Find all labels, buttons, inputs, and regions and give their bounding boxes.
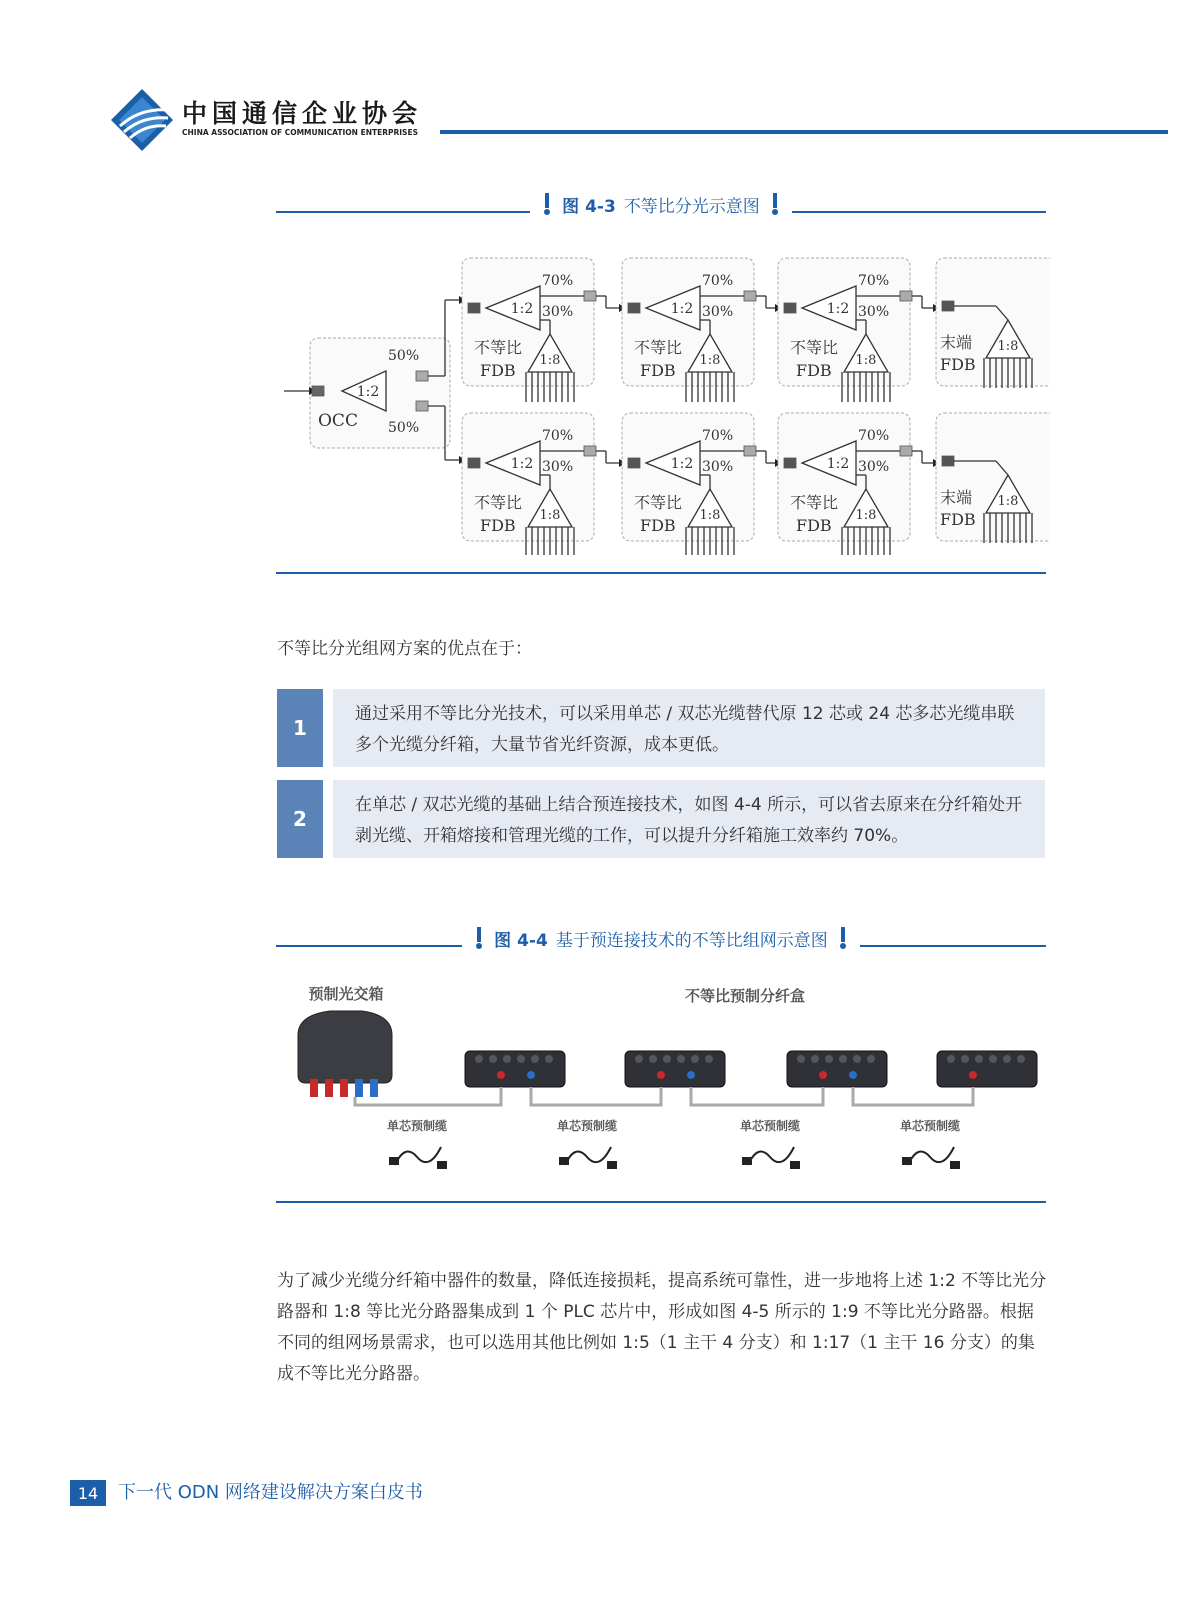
- org-name-en: CHINA ASSOCIATION OF COMMUNICATION ENTERPRISES: [182, 128, 418, 137]
- cable-line: [853, 1087, 973, 1105]
- connector-port: [468, 303, 480, 313]
- figure-4-3-caption: [276, 193, 1046, 215]
- cable-line: [691, 1087, 823, 1105]
- diagram-label: 1:2: [356, 384, 380, 400]
- box-port-icon: [503, 1055, 511, 1063]
- cable-connector-icon: [950, 1161, 960, 1169]
- connector-port: [584, 291, 596, 301]
- box-port-icon: [1003, 1055, 1011, 1063]
- diagram-label: 1:8: [997, 339, 1019, 354]
- figure-title: 基于预连接技术的不等比组网示意图: [555, 930, 828, 951]
- diagram-label: 1:8: [539, 353, 561, 368]
- cable-label: 单芯预制缆: [899, 1119, 961, 1133]
- diagram-label: 30%: [542, 459, 574, 475]
- header-rule: [440, 130, 1168, 134]
- connector-port: [628, 303, 640, 313]
- diagram-label: FDB: [940, 355, 976, 374]
- box-port-icon: [989, 1055, 997, 1063]
- connector-port: [312, 386, 324, 396]
- cable-label: 单芯预制缆: [739, 1119, 801, 1133]
- diagram-label: 30%: [702, 304, 734, 320]
- figure-number: 图 4-4: [494, 930, 548, 951]
- box-port-icon: [975, 1055, 983, 1063]
- box-port-icon: [819, 1071, 827, 1079]
- figure-bottom-rule: [276, 1201, 1046, 1203]
- diagram-label: 1:2: [670, 301, 694, 317]
- diagram-label: 70%: [542, 428, 574, 444]
- box-port-icon: [839, 1055, 847, 1063]
- box-port-icon: [947, 1055, 955, 1063]
- cable-connector-icon: [607, 1161, 617, 1169]
- advantages-intro: 不等比分光组网方案的优点在于：: [277, 639, 532, 659]
- connector-port: [900, 291, 912, 301]
- caption-marker-icon: [768, 193, 782, 215]
- diagram-label: 1:8: [997, 494, 1019, 509]
- diagram-label: 不等比: [634, 338, 683, 357]
- box-label: 不等比预制分纤盒: [684, 987, 806, 1005]
- diagram-label: 1:8: [539, 508, 561, 523]
- box-port-icon: [867, 1055, 875, 1063]
- connector-port: [784, 458, 796, 468]
- connector-port: [416, 371, 428, 381]
- diagram-label: 50%: [388, 348, 420, 364]
- diagram-label: 1:8: [855, 353, 877, 368]
- box-port-icon: [527, 1071, 535, 1079]
- connector-port: [784, 303, 796, 313]
- advantage-item: [277, 689, 1045, 767]
- box-port-icon: [811, 1055, 819, 1063]
- diagram-label: FDB: [796, 361, 832, 380]
- org-name-cn: 中国通信企业协会: [182, 99, 423, 128]
- prefab-cable-icon: [748, 1147, 794, 1165]
- diagram-label: 70%: [858, 273, 890, 289]
- association-logo: [110, 88, 174, 152]
- cable-connector-icon: [389, 1157, 399, 1165]
- cable-label: 单芯预制缆: [386, 1119, 448, 1133]
- cable-connector-icon: [559, 1157, 569, 1165]
- box-port-icon: [517, 1055, 525, 1063]
- diagram-label: FDB: [796, 516, 832, 535]
- preconnect-network-diagram: [280, 975, 1050, 1185]
- advantage-item: [277, 780, 1045, 858]
- prefab-cable-icon: [395, 1147, 441, 1165]
- box-port-icon: [531, 1055, 539, 1063]
- optical-cabinet-icon: [298, 1011, 392, 1083]
- prefab-cable-icon: [565, 1147, 611, 1165]
- box-port-icon: [663, 1055, 671, 1063]
- closing-paragraph: 为了减少光缆分纤箱中器件的数量，降低连接损耗，提高系统可靠性，进一步地将上述 1:2 不等比光分路器和 1:8 等比光分路器集成到 1 个 PLC 芯片中，形成如图 4-5 所示的 1:9 不等比光分路器。根据不同的组网场景需求，也可以选用其他比例如 1:5（1 主干 4 分支）和 1:17（1 主干 16 分支）的集成不等比光分路器。: [277, 1271, 1047, 1384]
- box-port-icon: [657, 1071, 665, 1079]
- diagram-label: 70%: [542, 273, 574, 289]
- diagram-label: 不等比: [634, 493, 683, 512]
- diagram-label: 末端: [940, 488, 973, 507]
- page-number: 14: [70, 1480, 106, 1506]
- diagram-label: 末端: [940, 333, 973, 352]
- figure-bottom-rule: [276, 572, 1046, 574]
- cabinet-port-icon: [370, 1079, 378, 1097]
- cable-connector-icon: [790, 1161, 800, 1169]
- diagram-label: 70%: [702, 428, 734, 444]
- box-port-icon: [705, 1055, 713, 1063]
- cabinet-port-icon: [340, 1079, 348, 1097]
- connector-port: [942, 301, 954, 311]
- diagram-label: 不等比: [790, 493, 839, 512]
- box-port-icon: [497, 1071, 505, 1079]
- diagram-label: 1:8: [699, 353, 721, 368]
- diagram-label: 1:2: [826, 456, 850, 472]
- box-port-icon: [1017, 1055, 1025, 1063]
- diagram-label: 30%: [702, 459, 734, 475]
- connector-port: [900, 446, 912, 456]
- connector-port: [942, 456, 954, 466]
- diagram-label: FDB: [480, 361, 516, 380]
- box-port-icon: [691, 1055, 699, 1063]
- connector-port: [744, 446, 756, 456]
- item-number: 1: [277, 689, 323, 767]
- box-port-icon: [825, 1055, 833, 1063]
- connector-port: [584, 446, 596, 456]
- cabinet-label: 预制光交箱: [308, 985, 384, 1003]
- box-port-icon: [649, 1055, 657, 1063]
- diagram-label: 30%: [858, 459, 890, 475]
- connector-port: [628, 458, 640, 468]
- diagram-label: FDB: [480, 516, 516, 535]
- cabinet-port-icon: [325, 1079, 333, 1097]
- connector-port: [468, 458, 480, 468]
- prefab-cable-icon: [908, 1147, 954, 1165]
- cable-connector-icon: [437, 1161, 447, 1169]
- box-port-icon: [687, 1071, 695, 1079]
- diagram-label: 1:2: [510, 456, 534, 472]
- diagram-label: 1:2: [670, 456, 694, 472]
- box-port-icon: [677, 1055, 685, 1063]
- diagram-label: 1:2: [510, 301, 534, 317]
- caption-marker-icon: [472, 927, 486, 949]
- unequal-split-diagram: [280, 250, 1050, 555]
- cable-connector-icon: [902, 1157, 912, 1165]
- diagram-label: 1:8: [855, 508, 877, 523]
- cable-connector-icon: [742, 1157, 752, 1165]
- diagram-label: OCC: [318, 411, 358, 431]
- box-port-icon: [797, 1055, 805, 1063]
- box-port-icon: [969, 1071, 977, 1079]
- diagram-label: FDB: [940, 510, 976, 529]
- item-text: 在单芯 / 双芯光缆的基础上结合预连接技术，如图 4-4 所示，可以省去原来在分纤箱处开剥光缆、开箱熔接和管理光缆的工作，可以提升分纤箱施工效率约 70%。: [333, 780, 1045, 858]
- box-port-icon: [545, 1055, 553, 1063]
- diagram-label: 1:2: [826, 301, 850, 317]
- box-port-icon: [475, 1055, 483, 1063]
- cable-label: 单芯预制缆: [556, 1119, 618, 1133]
- diagram-label: 1:8: [699, 508, 721, 523]
- item-text: 通过采用不等比分光技术，可以采用单芯 / 双芯光缆替代原 12 芯或 24 芯多芯光缆串联多个光缆分纤箱，大量节省光纤资源，成本更低。: [333, 689, 1045, 767]
- cabinet-port-icon: [355, 1079, 363, 1097]
- diagram-label: 不等比: [474, 338, 523, 357]
- diagram-label: 50%: [388, 420, 420, 436]
- book-title: 下一代 ODN 网络建设解决方案白皮书: [118, 1482, 423, 1503]
- diagram-label: 不等比: [790, 338, 839, 357]
- caption-marker-icon: [540, 193, 554, 215]
- box-port-icon: [849, 1071, 857, 1079]
- box-port-icon: [635, 1055, 643, 1063]
- diagram-label: 70%: [858, 428, 890, 444]
- cable-line: [531, 1087, 661, 1105]
- diagram-label: FDB: [640, 361, 676, 380]
- box-port-icon: [853, 1055, 861, 1063]
- box-port-icon: [489, 1055, 497, 1063]
- cabinet-port-icon: [310, 1079, 318, 1097]
- diagram-label: FDB: [640, 516, 676, 535]
- figure-4-4-caption: [276, 927, 1046, 949]
- item-number: 2: [277, 780, 323, 858]
- caption-marker-icon: [836, 927, 850, 949]
- connector-port: [744, 291, 756, 301]
- diagram-label: 70%: [702, 273, 734, 289]
- diagram-label: 不等比: [474, 493, 523, 512]
- box-port-icon: [961, 1055, 969, 1063]
- diagram-label: 30%: [542, 304, 574, 320]
- figure-number: 图 4-3: [562, 196, 616, 217]
- diagram-label: 30%: [858, 304, 890, 320]
- figure-title: 不等比分光示意图: [623, 196, 760, 217]
- connector-port: [416, 401, 428, 411]
